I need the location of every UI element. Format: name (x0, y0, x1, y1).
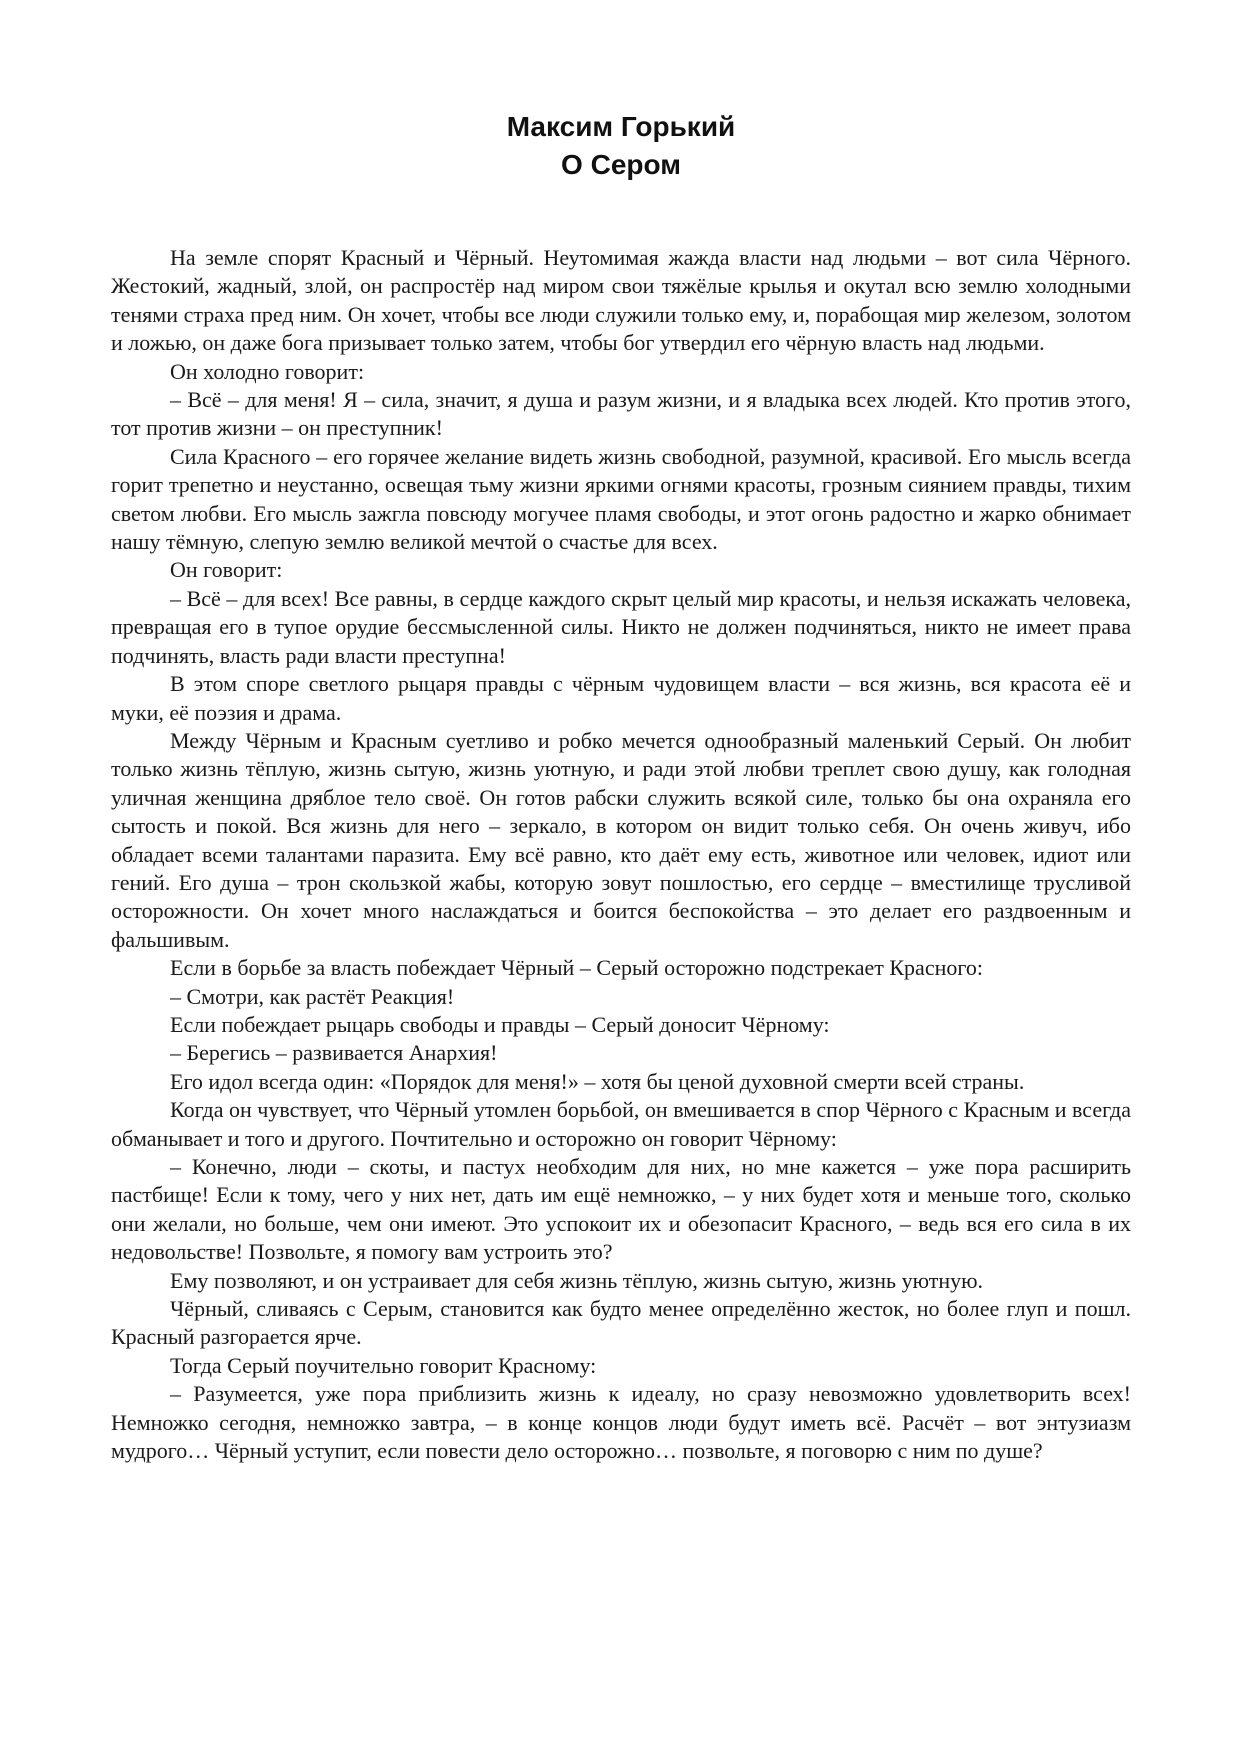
paragraph: – Смотри, как растёт Реакция! (170, 983, 455, 1009)
document-title-block (0, 108, 1242, 184)
document-body (111, 244, 1131, 1465)
paragraph: – Конечно, люди – скоты, и пастух необходим для них, но мне кажется – уже пора расширить пастбище! Если к тому, чего у них нет, дать им ещё немножко, – у них будет хотя и меньше того, сколько они желали, но больше, чем они имеют. Это успокоит их и обезопасит Красного, – ведь вся его сила в их недовольстве! Позвольте, я помогу вам устроить это? (111, 1154, 1131, 1265)
paragraph: Когда он чувствует, что Чёрный утомлен борьбой, он вмешивается в спор Чёрного с Красным и всегда обманывает и того и другого. Почтительно и осторожно он говорит Чёрному: (111, 1097, 1131, 1151)
paragraph: Если в борьбе за власть побеждает Чёрный – Серый осторожно подстрекает Красного: (170, 955, 983, 981)
paragraph: Между Чёрным и Красным суетливо и робко мечется однообразный маленький Серый. Он любит только жизнь тёплую, жизнь сытую, жизнь уютную, и ради этой любви треплет свою душу, как голодная уличная женщина дряблое тело своё. Он готов рабски служить всякой силе, только бы она охраняла его сытость и покой. Вся жизнь для него – зеркало, в котором он видит только себя. Он очень живуч, ибо обладает всеми талантами паразита. Ему всё равно, кто даёт ему есть, животное или человек, идиот или гений. Его душа – трон скользкой жабы, которую зовут пошлостью, его сердце – вместилище трусливой осторожности. Он хочет много наслаждаться и боится беспокойства – это делает его раздвоенным и фальшивым. (111, 727, 1131, 952)
paragraph: Он говорит: (170, 557, 283, 583)
paragraph: – Берегись – развивается Анархия! (170, 1040, 498, 1066)
paragraph: – Всё – для меня! Я – сила, значит, я душа и разум жизни, и я владыка всех людей. Кто против этого, тот против жизни – он преступник! (111, 387, 1131, 441)
paragraph: – Всё – для всех! Все равны, в сердце каждого скрыт целый мир красоты, и нельзя искажать человека, превращая его в тупое орудие бессмысленной силы. Никто не должен подчиняться, никто не имеет права подчинять, власть ради власти преступна! (111, 585, 1131, 668)
paragraph: Он холодно говорит: (170, 358, 365, 384)
paragraph: Если побеждает рыцарь свободы и правды – Серый доносит Чёрному: (170, 1011, 830, 1037)
paragraph: Чёрный, сливаясь с Серым, становится как будто менее определённо жесток, но более глуп и пошл. Красный разгорается ярче. (111, 1296, 1131, 1350)
paragraph: Его идол всегда один: «Порядок для меня!» – хотя бы ценой духовной смерти всей страны. (170, 1068, 1025, 1094)
paragraph: Ему позволяют, и он устраивает для себя жизнь тёплую, жизнь сытую, жизнь уютную. (170, 1267, 984, 1293)
author-name: Максим Горький (506, 111, 736, 142)
paragraph: Тогда Серый поучительно говорит Красному: (170, 1352, 597, 1378)
paragraph: На земле спорят Красный и Чёрный. Неутомимая жажда власти над людьми – вот сила Чёрного. Жестокий, жадный, злой, он распростёр над миром свои тяжёлые крылья и окутал всю землю холодными тенями страха пред ним. Он хочет, чтобы все люди служили только ему, и, порабощая мир железом, золотом и ложью, он даже бога призывает только затем, чтобы бог утвердил его чёрную власть над людьми. (111, 245, 1131, 356)
story-title: О Сером (561, 149, 681, 180)
paragraph: Сила Красного – его горячее желание видеть жизнь свободной, разумной, красивой. Его мысль всегда горит трепетно и неустанно, освещая тьму жизни яркими огнями красоты, грозным сиянием правды, тихим светом любви. Его мысль зажгла повсюду могучее пламя свободы, и этот огонь радостно и жарко обнимает нашу тёмную, слепую землю великой мечтой о счастье для всех. (111, 443, 1131, 555)
paragraph: В этом споре светлого рыцаря правды с чёрным чудовищем власти – вся жизнь, вся красота её и муки, её поэзия и драма. (111, 671, 1131, 725)
paragraph: – Разумеется, уже пора приблизить жизнь к идеалу, но сразу невозможно удовлетворить всех! Немножко сегодня, немножко завтра, – в конце концов люди будут иметь всё. Расчёт – вот энтузиазм мудрого… Чёрный уступит, если повести дело осторожно… позвольте, я поговорю с ним по душе? (111, 1381, 1131, 1464)
